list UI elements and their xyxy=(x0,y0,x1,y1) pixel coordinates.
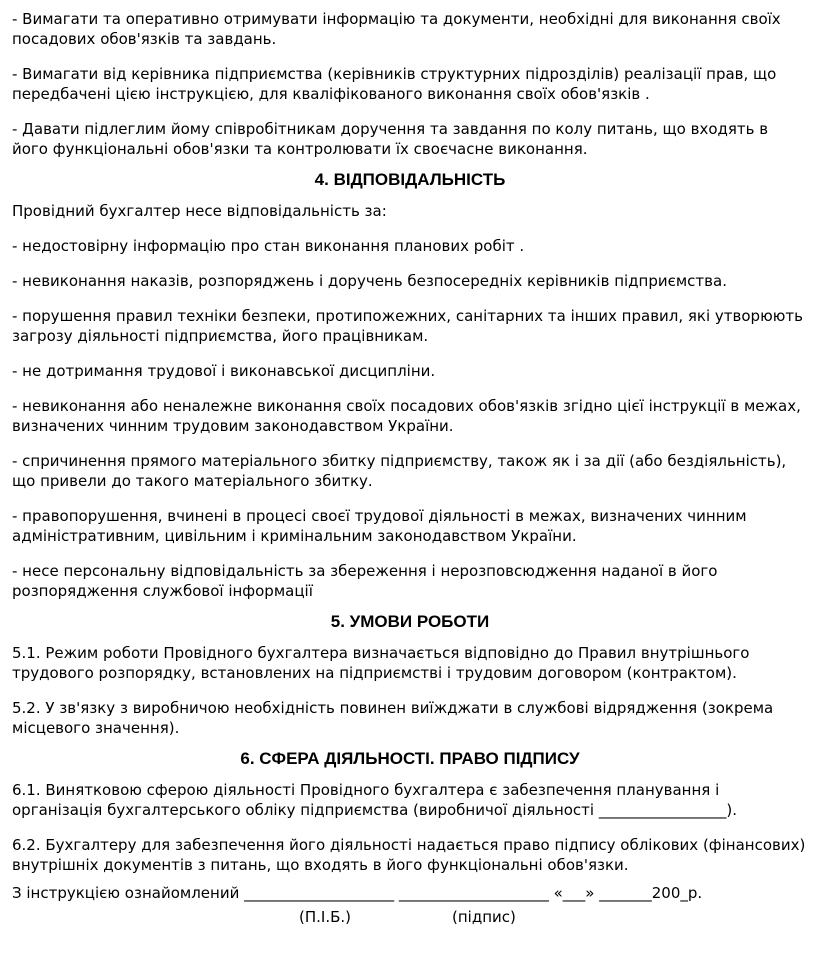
section-4-heading: 4. ВІДПОВІДАЛЬНІСТЬ xyxy=(314,170,506,189)
rights-item-1: - Вимагати та оперативно отримувати інформацію та документи, необхідні для виконання своїх посадових обов'язків та завдань. xyxy=(12,10,786,48)
rights-item-2: - Вимагати від керівника підприємства (керівників структурних підрозділів) реалізації прав, що передбачені цією інструкцією, для кваліфікованого виконання своїх обов'язків . xyxy=(12,65,782,103)
responsibility-item-7: - правопорушення, вчинені в процесі своєї трудової діяльності в межах, визначених чинним адміністративним, цивільним і кримінальним законодавством України. xyxy=(12,507,752,545)
section-6-heading: 6. СФЕРА ДІЯЛЬНОСТІ. ПРАВО ПІДПИСУ xyxy=(240,749,580,768)
responsibility-intro: Провідний бухгалтер несе відповідальність за: xyxy=(12,202,387,220)
responsibility-item-4: - не дотримання трудової і виконавської дисципліни. xyxy=(12,362,436,380)
rights-item-3: - Давати підлеглим йому співробітникам доручення та завдання по колу питань, що входять в його функціональні обов'язки та контролювати їх своєчасне виконання. xyxy=(12,120,773,158)
responsibility-item-8: - несе персональну відповідальність за збереження і нерозповсюдження наданої в його розпорядження службової інформації xyxy=(12,562,723,600)
responsibility-item-2: - невиконання наказів, розпоряджень і доручень безпосередніх керівників підприємства. xyxy=(12,272,727,290)
section-5-heading: 5. УМОВИ РОБОТИ xyxy=(330,612,490,631)
signature-captions xyxy=(12,907,808,927)
responsibility-item-6: - спричинення прямого матеріального збитку підприємству, також як і за дії (або бездіяльність), що привели до такого матеріального збитку. xyxy=(12,452,791,490)
responsibility-item-5: - невиконання або неналежне виконання своїх посадових обов'язків згідно цієї інструкції в межах, визначених чинним трудовим законодавством України. xyxy=(12,397,806,435)
signature-caption: (підпис) xyxy=(452,908,516,926)
name-caption: (П.І.Б.) xyxy=(299,908,352,926)
document-page xyxy=(12,9,811,927)
work-conditions-item-1: 5.1. Режим роботи Провідного бухгалтера визначається відповідно до Правил внутрішнього трудового розпорядку, встановлених на підприємстві і трудовим договором (контрактом). xyxy=(12,644,755,682)
responsibility-item-3: - порушення правил техніки безпеки, протипожежних, санітарних та інших правил, які утворюють загрозу діяльності підприємства, його працівникам. xyxy=(12,307,808,345)
acknowledgement-line: З інструкцією ознайомлений ____________________ ____________________ «___» _______200_р. xyxy=(12,884,703,902)
responsibility-item-1: - недостовірну інформацію про стан виконання планових робіт . xyxy=(12,237,525,255)
work-conditions-item-2: 5.2. У зв'язку з виробничою необхідність повинен виїжджати в службові відрядження (зокрема місцевого значення). xyxy=(12,699,779,737)
scope-item-2: 6.2. Бухгалтеру для забезпечення його діяльності надається право підпису облікових (фінансових) внутрішніх документів з питань, що входять в його функціональні обов'язки. xyxy=(12,836,811,874)
scope-item-1: 6.1. Винятковою сферою діяльності Провідного бухгалтера є забезпечення планування і організація бухгалтерського обліку підприємства (виробничої діяльності _________________). xyxy=(12,781,737,819)
